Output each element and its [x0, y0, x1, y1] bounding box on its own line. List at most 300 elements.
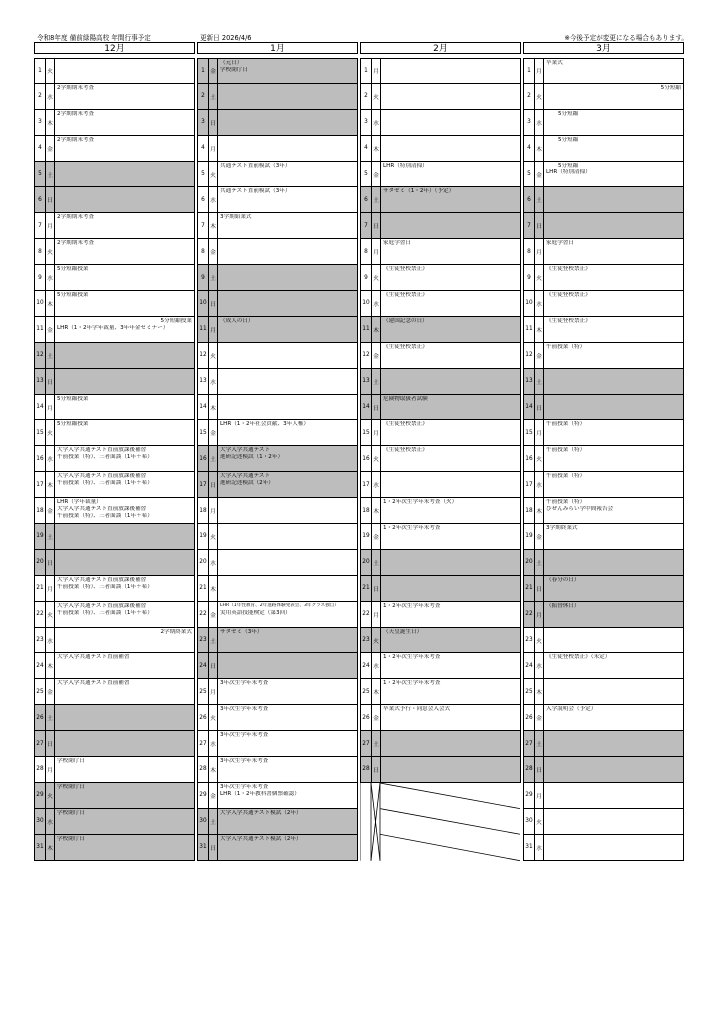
weekday: 火 [535, 84, 544, 109]
day-row [34, 291, 195, 317]
day-row [34, 239, 195, 265]
event-cell [55, 524, 194, 549]
event-cell [218, 420, 357, 445]
event-cell [381, 731, 520, 756]
weekday: 金 [46, 317, 55, 342]
weekday: 木 [535, 679, 544, 704]
day-number: 26 [35, 705, 46, 730]
day-row [197, 239, 358, 265]
event-cell [218, 602, 357, 627]
day-row [34, 705, 195, 731]
day-row [197, 395, 358, 421]
day-row [360, 705, 521, 731]
day-number: 10 [524, 291, 535, 316]
event-cell [55, 835, 194, 860]
day-row [360, 653, 521, 679]
weekday: 月 [535, 239, 544, 264]
day-number: 23 [35, 628, 46, 653]
event-text: 3学期終業式 [546, 525, 578, 532]
event-text: 5分短縮授業 [57, 266, 89, 273]
event-cell [381, 705, 520, 730]
weekday: 木 [372, 317, 381, 342]
event-text: 5分短縮 [660, 84, 681, 91]
event-text: 3学期始業式 [220, 214, 252, 221]
weekday: 水 [209, 550, 218, 575]
weekday: 日 [209, 835, 218, 860]
event-cell [55, 317, 194, 342]
month-column [523, 42, 684, 861]
day-number: 6 [361, 187, 372, 212]
day-row [523, 291, 684, 317]
event-text: LHR（1年性教育、2年進路体験発表会、3年クラス独自） [220, 602, 339, 608]
weekday: 火 [209, 162, 218, 187]
day-row [523, 162, 684, 188]
weekday: 月 [535, 420, 544, 445]
event-text: 大学入学共通テスト模試（2年） [220, 809, 302, 816]
day-row [523, 446, 684, 472]
day-number: 30 [524, 809, 535, 834]
weekday: 日 [535, 395, 544, 420]
weekday: 水 [535, 110, 544, 135]
weekday: 土 [46, 162, 55, 187]
event-cell [544, 446, 683, 471]
event-text: 大学入学共通テスト直前補習 [57, 654, 130, 661]
day-row [523, 84, 684, 110]
strike-line [380, 834, 520, 860]
day-number: 1 [35, 59, 46, 83]
day-number: 13 [361, 369, 372, 394]
day-row [523, 317, 684, 343]
weekday: 水 [535, 835, 544, 860]
weekday: 火 [46, 783, 55, 808]
weekday: 木 [535, 498, 544, 523]
weekday: 土 [535, 550, 544, 575]
event-text: 1・2年次生学年末考査（火） [383, 499, 458, 506]
weekday: 火 [372, 265, 381, 290]
event-cell [218, 705, 357, 730]
day-number: 27 [524, 731, 535, 756]
event-cell [55, 446, 194, 471]
weekday: 日 [46, 187, 55, 212]
event-cell [381, 59, 520, 83]
day-row [523, 783, 684, 809]
event-text: 大学入学共通テスト直前放課後補習 [57, 447, 147, 454]
day-number: 10 [198, 291, 209, 316]
weekday: 木 [535, 136, 544, 161]
weekday: 火 [209, 705, 218, 730]
day-row [34, 783, 195, 809]
day-number: 12 [361, 343, 372, 368]
event-cell [544, 550, 683, 575]
event-cell [544, 809, 683, 834]
day-row [360, 213, 521, 239]
day-number: 25 [524, 679, 535, 704]
day-row [34, 446, 195, 472]
event-cell [55, 213, 194, 238]
event-cell [381, 291, 520, 316]
day-number: 3 [361, 110, 372, 135]
event-text: （天皇誕生日） [383, 628, 423, 635]
event-cell [381, 369, 520, 394]
event-cell [218, 239, 357, 264]
day-number: 8 [524, 239, 535, 264]
weekday: 水 [46, 446, 55, 471]
day-row [197, 835, 358, 861]
day-row [523, 213, 684, 239]
day-number: 2 [524, 84, 535, 109]
event-text: （振替休日） [546, 602, 580, 609]
event-text: 《生徒登校禁止》 [383, 421, 428, 428]
weekday: 金 [209, 59, 218, 83]
day-row [197, 653, 358, 679]
weekday: 日 [209, 472, 218, 497]
event-text: 午前授業（特） [546, 447, 586, 454]
day-row [197, 602, 358, 628]
event-cell [544, 239, 683, 264]
weekday: 木 [209, 213, 218, 238]
day-row [523, 835, 684, 861]
weekday: 火 [535, 265, 544, 290]
day-row [34, 395, 195, 421]
weekday: 水 [372, 110, 381, 135]
day-number: 28 [361, 757, 372, 782]
day-number: 26 [198, 705, 209, 730]
day-row [523, 809, 684, 835]
event-cell [218, 524, 357, 549]
event-text: LHR（学年裁量） [57, 499, 102, 506]
day-row [523, 110, 684, 136]
day-row [197, 757, 358, 783]
event-cell [544, 679, 683, 704]
weekday: 水 [209, 187, 218, 212]
day-row [523, 395, 684, 421]
event-text: 5分短縮授業 [57, 292, 89, 299]
day-number: 12 [524, 343, 535, 368]
weekday: 金 [535, 162, 544, 187]
event-cell [218, 731, 357, 756]
day-row [34, 136, 195, 162]
month-header: 1月 [197, 42, 358, 54]
day-row [197, 705, 358, 731]
day-row [34, 576, 195, 602]
day-number: 18 [361, 498, 372, 523]
day-number: 31 [198, 835, 209, 860]
event-cell [544, 731, 683, 756]
day-number: 18 [524, 498, 535, 523]
day-row [523, 679, 684, 705]
day-row [197, 162, 358, 188]
day-number: 28 [198, 757, 209, 782]
day-row [34, 265, 195, 291]
event-text: LHR（特別清掃） [546, 169, 591, 176]
event-cell [218, 446, 357, 471]
event-cell [381, 162, 520, 187]
weekday: 金 [209, 602, 218, 627]
day-row [360, 446, 521, 472]
weekday: 土 [209, 84, 218, 109]
day-number: 21 [198, 576, 209, 601]
day-row [360, 576, 521, 602]
day-number: 20 [361, 550, 372, 575]
day-number: 23 [198, 628, 209, 653]
event-text: 3年次生学年末考査 [220, 758, 269, 765]
day-row [523, 343, 684, 369]
weekday: 月 [372, 239, 381, 264]
weekday: 火 [372, 628, 381, 653]
day-number: 5 [35, 162, 46, 187]
day-row [360, 84, 521, 110]
weekday: 火 [372, 446, 381, 471]
weekday: 金 [46, 498, 55, 523]
day-row [197, 472, 358, 498]
weekday: 月 [46, 757, 55, 782]
day-row [197, 136, 358, 162]
event-text: 学校閉庁日 [57, 783, 85, 790]
day-number: 6 [35, 187, 46, 212]
day-number: 20 [524, 550, 535, 575]
weekday: 水 [46, 628, 55, 653]
event-cell [381, 187, 520, 212]
day-row [197, 317, 358, 343]
day-row [34, 162, 195, 188]
day-number: 23 [524, 628, 535, 653]
day-row [197, 343, 358, 369]
day-number: 26 [524, 705, 535, 730]
weekday: 月 [209, 136, 218, 161]
event-text: びぜんみらい学中間報告会 [546, 506, 614, 513]
weekday: 日 [535, 576, 544, 601]
day-row [197, 576, 358, 602]
strike-line [380, 783, 520, 809]
day-number: 12 [35, 343, 46, 368]
weekday: 水 [372, 653, 381, 678]
day-number: 22 [524, 602, 535, 627]
day-number: 24 [35, 653, 46, 678]
event-text: 《生徒登校禁止》 [383, 292, 428, 299]
day-number: 16 [35, 446, 46, 471]
day-row [34, 110, 195, 136]
event-cell [218, 395, 357, 420]
day-number: 9 [524, 265, 535, 290]
day-row [34, 731, 195, 757]
event-text: 大学入学共通テスト [220, 447, 271, 454]
day-number: 20 [198, 550, 209, 575]
event-cell [218, 472, 357, 497]
day-number: 22 [361, 602, 372, 627]
day-number: 16 [198, 446, 209, 471]
day-number: 3 [198, 110, 209, 135]
day-number: 21 [524, 576, 535, 601]
event-cell [55, 809, 194, 834]
event-cell [218, 498, 357, 523]
weekday: 金 [372, 162, 381, 187]
weekday: 土 [535, 369, 544, 394]
day-number: 27 [35, 731, 46, 756]
weekday: 金 [535, 343, 544, 368]
day-row [523, 420, 684, 446]
event-cell [544, 136, 683, 161]
weekday: 木 [46, 653, 55, 678]
weekday: 水 [46, 809, 55, 834]
day-row [360, 162, 521, 188]
day-row [197, 446, 358, 472]
event-cell [544, 524, 683, 549]
day-number: 14 [524, 395, 535, 420]
day-number: 17 [524, 472, 535, 497]
weekday: 火 [209, 524, 218, 549]
weekday: 月 [535, 602, 544, 627]
day-row [34, 757, 195, 783]
day-number: 15 [198, 420, 209, 445]
event-cell [381, 576, 520, 601]
event-text: 1・2年次生学年末考査 [383, 654, 441, 661]
event-cell [381, 84, 520, 109]
weekday: 土 [372, 369, 381, 394]
day-number: 15 [361, 420, 372, 445]
day-row [523, 239, 684, 265]
weekday: 火 [209, 343, 218, 368]
event-text: 1・2年次生学年末考査 [383, 602, 441, 609]
day-number: 22 [35, 602, 46, 627]
event-cell [544, 420, 683, 445]
event-text: 進研記述模試（1・2年） [220, 454, 284, 461]
day-row [197, 187, 358, 213]
event-cell [55, 84, 194, 109]
day-number: 29 [35, 783, 46, 808]
weekday: 火 [46, 59, 55, 83]
event-cell [381, 628, 520, 653]
event-cell [544, 576, 683, 601]
weekday: 日 [209, 110, 218, 135]
weekday: 水 [372, 472, 381, 497]
day-number: 4 [198, 136, 209, 161]
event-cell [381, 317, 520, 342]
day-row [197, 628, 358, 654]
day-row [34, 84, 195, 110]
day-row [360, 291, 521, 317]
day-row [197, 213, 358, 239]
day-number: 25 [361, 679, 372, 704]
weekday: 月 [535, 783, 544, 808]
event-cell [544, 213, 683, 238]
weekday: 土 [535, 187, 544, 212]
weekday: 土 [372, 731, 381, 756]
day-number: 3 [35, 110, 46, 135]
month-header: 2月 [360, 42, 521, 54]
day-number: 11 [198, 317, 209, 342]
weekday: 土 [209, 265, 218, 290]
weekday: 土 [46, 524, 55, 549]
day-number: 19 [198, 524, 209, 549]
weekday: 月 [372, 59, 381, 83]
day-number: 24 [198, 653, 209, 678]
event-cell [544, 187, 683, 212]
event-cell [381, 524, 520, 549]
weekday: 火 [46, 602, 55, 627]
day-number: 11 [35, 317, 46, 342]
day-number: 5 [524, 162, 535, 187]
weekday: 木 [209, 757, 218, 782]
day-row [360, 369, 521, 395]
weekday: 水 [535, 291, 544, 316]
month-column [197, 42, 358, 861]
event-cell [55, 239, 194, 264]
day-row [34, 653, 195, 679]
event-cell [218, 809, 357, 834]
day-row [523, 136, 684, 162]
event-text: 危険物取扱者試験 [383, 395, 428, 402]
day-number: 10 [361, 291, 372, 316]
day-row [34, 835, 195, 861]
day-number: 25 [35, 679, 46, 704]
weekday: 木 [209, 576, 218, 601]
day-row [523, 653, 684, 679]
event-cell [55, 576, 194, 601]
event-cell [544, 602, 683, 627]
day-number: 22 [198, 602, 209, 627]
weekday: 木 [535, 317, 544, 342]
day-row [197, 731, 358, 757]
event-cell [381, 602, 520, 627]
day-number: 11 [524, 317, 535, 342]
event-text: 5分短縮授業 [160, 317, 192, 324]
event-cell [544, 110, 683, 135]
event-text: （元日） [220, 60, 243, 66]
weekday: 金 [372, 343, 381, 368]
day-row [523, 498, 684, 524]
event-cell [55, 110, 194, 135]
day-row [197, 679, 358, 705]
weekday: 木 [209, 395, 218, 420]
day-row [197, 291, 358, 317]
event-cell [381, 343, 520, 368]
event-text: LHR（1・2年教科書個票確認） [220, 790, 300, 797]
day-number: 17 [361, 472, 372, 497]
day-row [34, 213, 195, 239]
day-number: 4 [35, 136, 46, 161]
day-row [523, 602, 684, 628]
event-text: 2学期期末考査 [57, 84, 95, 91]
day-row [34, 369, 195, 395]
day-row [360, 757, 521, 783]
event-text: 大学入学共通テスト直前放課後補習 [57, 576, 147, 583]
event-text: 午前授業（特） [546, 421, 586, 428]
event-text: 《生徒登校禁止》 [546, 317, 591, 324]
weekday: 日 [535, 757, 544, 782]
day-number: 16 [524, 446, 535, 471]
event-cell [55, 420, 194, 445]
event-text: 午前授業（特）、三者面談（1年＋希） [57, 454, 153, 461]
weekday: 月 [209, 317, 218, 342]
day-row [197, 550, 358, 576]
day-number: 28 [35, 757, 46, 782]
day-row [523, 58, 684, 84]
weekday: 水 [372, 291, 381, 316]
day-number: 21 [35, 576, 46, 601]
day-row [34, 58, 195, 84]
day-row [197, 420, 358, 446]
event-text: 午前授業（特）、三者面談（1年＋希） [57, 480, 153, 487]
day-number: 25 [198, 679, 209, 704]
day-row [197, 369, 358, 395]
event-cell [544, 343, 683, 368]
weekday: 金 [46, 679, 55, 704]
event-cell [544, 317, 683, 342]
event-text: LHR（特別清掃） [383, 162, 428, 169]
event-cell [55, 162, 194, 187]
day-number: 11 [361, 317, 372, 342]
weekday: 月 [46, 395, 55, 420]
